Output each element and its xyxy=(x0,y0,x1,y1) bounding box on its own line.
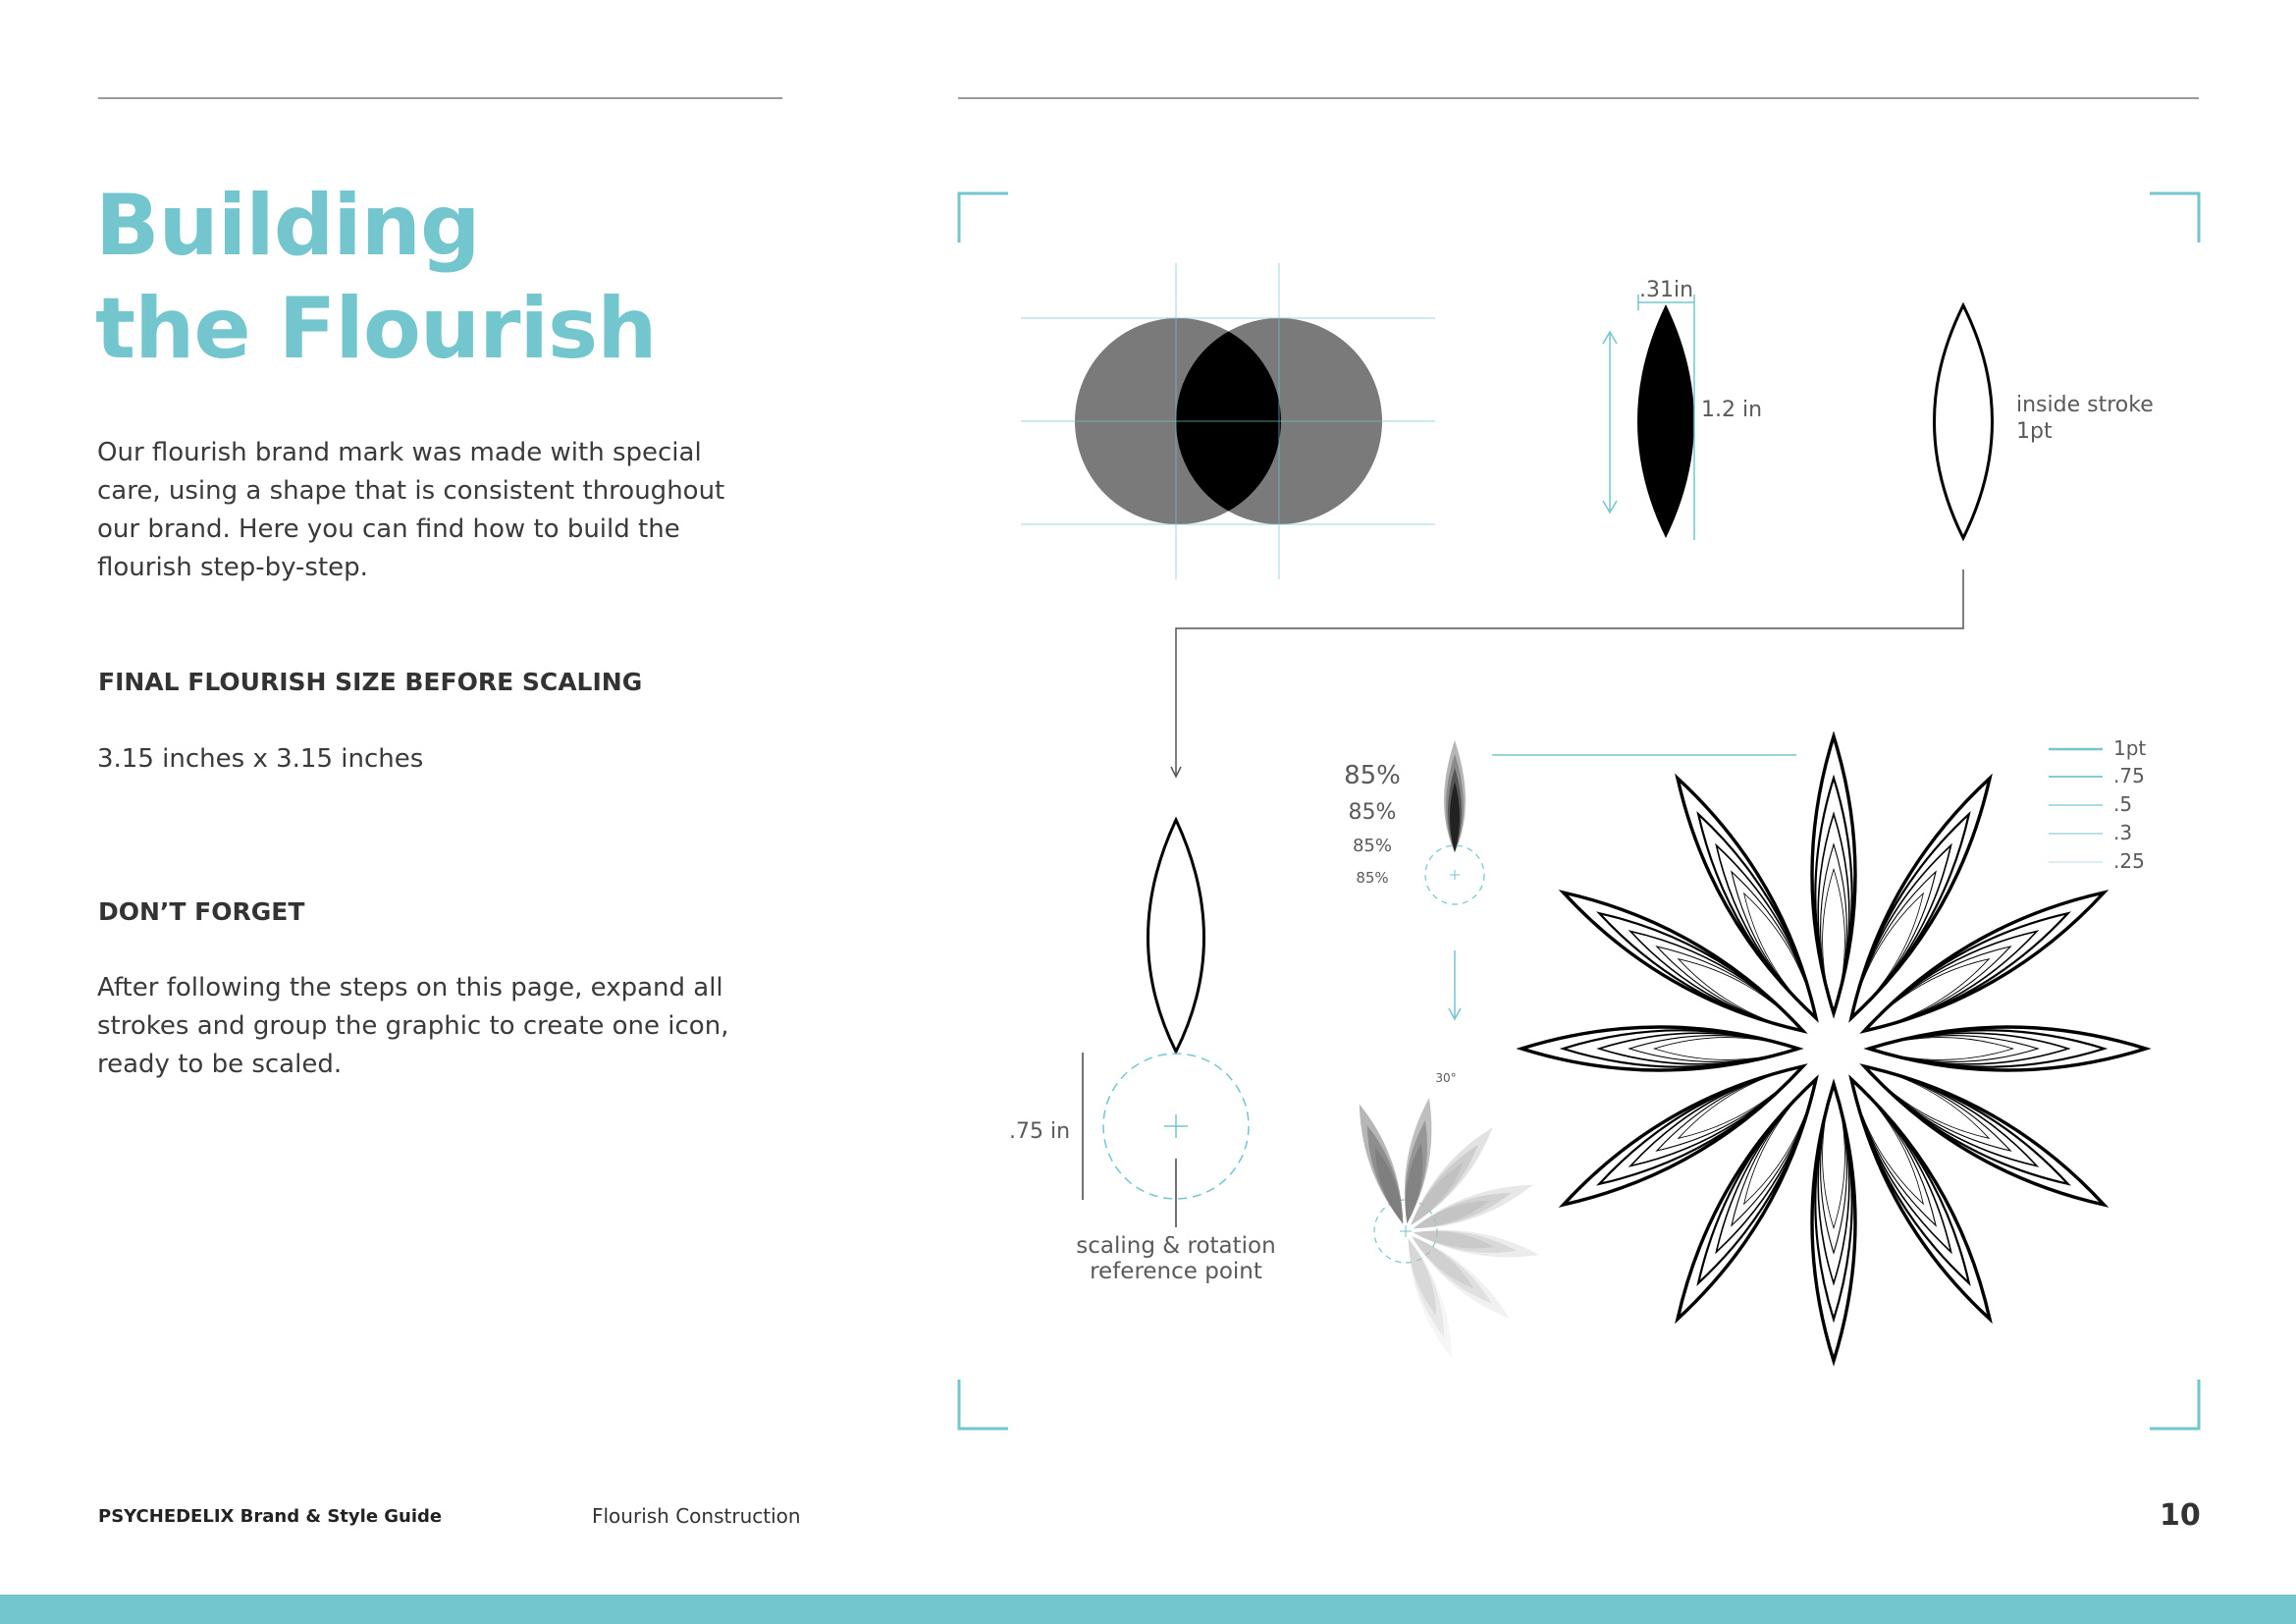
inside-stroke-label: inside stroke xyxy=(2016,393,2154,417)
connector-arrow xyxy=(1171,569,1963,777)
stroke-weight-4: .3 xyxy=(2113,821,2133,844)
reference-label-line-1: scaling & rotation xyxy=(1076,1233,1276,1259)
reference-point-step xyxy=(1009,820,1276,1284)
scale-label-2: 85% xyxy=(1348,800,1397,825)
reminder-heading: DON’T FORGET xyxy=(98,897,305,926)
page-number: 10 xyxy=(2160,1498,2201,1533)
stroke-weight-label: 1pt xyxy=(2016,419,2053,444)
stroke-weight-legend xyxy=(2049,736,2146,873)
stroke-weight-5: .25 xyxy=(2113,849,2145,873)
overlap-circles-step xyxy=(1021,263,1435,579)
size-value: 3.15 inches x 3.15 inches xyxy=(97,744,424,774)
scale-label-4: 85% xyxy=(1356,869,1389,887)
bottom-accent-bar xyxy=(0,1595,2296,1624)
page-title-line-1: Building xyxy=(95,177,480,275)
diameter-label: .75 in xyxy=(1009,1119,1071,1144)
final-flourish xyxy=(1522,736,2146,1361)
rotated-petals xyxy=(1349,1096,1540,1362)
page-title-line-2: the Flourish xyxy=(95,280,657,378)
rotation-fan-step xyxy=(1349,1071,1540,1362)
stroke-weight-2: .75 xyxy=(2113,764,2145,787)
scale-label-1: 85% xyxy=(1344,761,1401,790)
reminder-paragraph: After following the steps on this page, expand all strokes and group the graphic to create one icon, ready to be scaled. xyxy=(97,973,729,1079)
petal-height-label: 1.2 in xyxy=(1701,398,1763,422)
footer-section: Flourish Construction xyxy=(592,1504,801,1528)
reference-label-line-2: reference point xyxy=(1090,1259,1262,1284)
scale-label-3: 85% xyxy=(1352,836,1393,856)
scaled-petals-step xyxy=(1344,740,1796,1019)
footer-brand: PSYCHEDELIX Brand & Style Guide xyxy=(98,1506,443,1527)
intro-paragraph: Our flourish brand mark was made with special care, using a shape that is consistent throughout our brand. Here you can find how to build the flourish step-by-step. xyxy=(97,438,725,582)
stroke-weight-1: 1pt xyxy=(2113,736,2147,760)
petal-width-label: .31in xyxy=(1639,278,1694,302)
size-heading: FINAL FLOURISH SIZE BEFORE SCALING xyxy=(98,668,643,696)
stroke-weight-3: .5 xyxy=(2113,792,2133,816)
rotation-angle-label: 30° xyxy=(1435,1071,1457,1085)
dimensioned-petal-step xyxy=(1603,278,1762,540)
outlined-petal-step xyxy=(1935,305,2154,538)
